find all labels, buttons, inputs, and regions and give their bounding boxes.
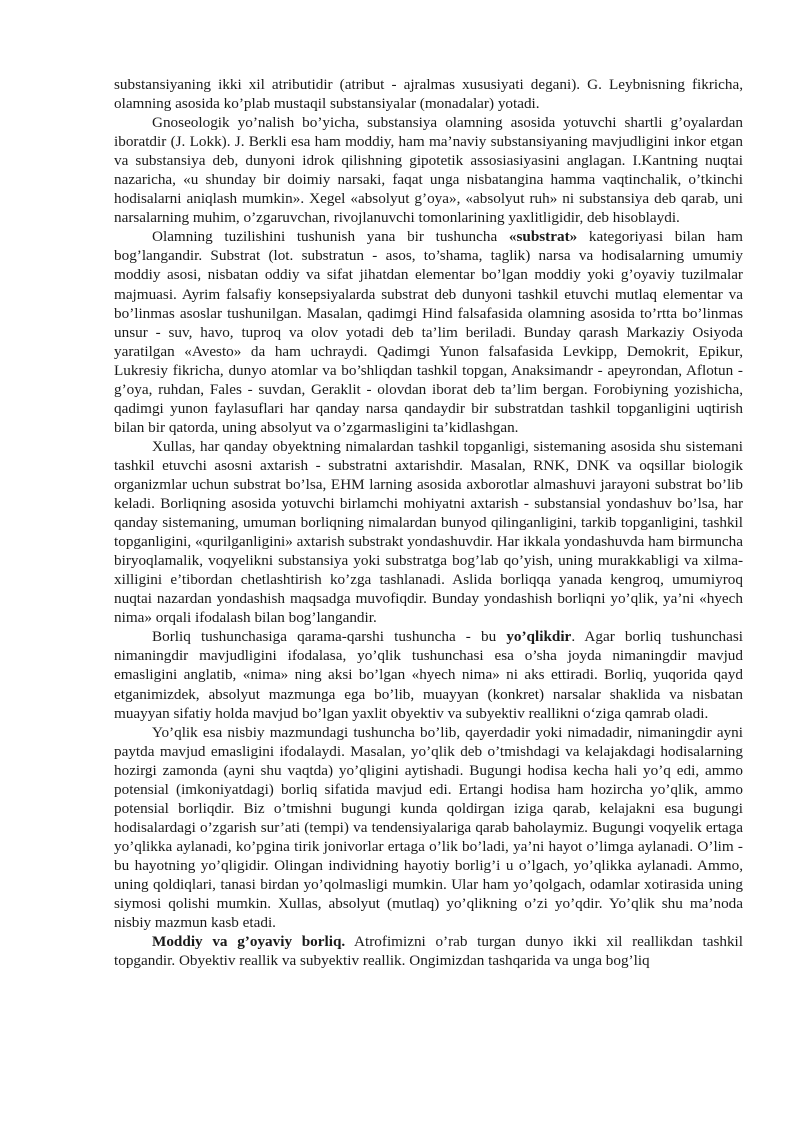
text-segment: Borliq tushunchasiga qarama-qarshi tushuncha - bu (152, 628, 507, 646)
bold-term-substrat: «substrat» (508, 228, 578, 246)
text-segment: Xullas, har qanday obyektning nimalardan tashkil topganligi, sistemaning asosida shu sistemani tashkil etuvchi asosni axtarish - substratni axtarishdir. Masalan, RNK, DNK va oqsillar biologik organizmlar uchun substrat bo’lsa, EHM larning asosida axborotlar almashuvi jarayoni substrat bo’lib keladi. Borliqning asosida yotuvchi birlamchi mohiyatni axtarish - substansial yondashuv bo’lsa, har qanday sistemaning, umuman borliqning nimalardan bunyod qilinganligini, tarkib topganligini, tashkil topganligini, «qurilganligini» axtarish substrakt yondashuvdir. Har ikkala yondashuvda ham birmuncha biryoqlamalik, voqyelikni substansiya yoki substratga bog’lab qo’yish, uning murakkabligi va xilma-xilligini e’tibordan chetlashtirish ko’zga tashlanadi. Aslida borliqqa yanada kengroq, umumiyroq nuqtai nazardan yondashish maqsadga muvofiqdir. Bunday yondashish borliqni yo’qlik, ya’ni «hyech nima» orqali ifodalash bilan bog’langandir. (114, 437, 743, 627)
text-segment: Atrofimizni o’rab turgan dunyo ikki xil reallikdan tashkil topgandir. Obyektiv reallik va subyektiv reallik. Ongimizdan tashqarida va unga bog’liq (114, 933, 743, 970)
text-segment: Olamning tuzilishini tushunish yana bir tushuncha (152, 228, 509, 246)
paragraph-6 (114, 723, 743, 933)
paragraph-4 (114, 437, 743, 627)
text-segment: Gnoseologik yo’nalish bo’yicha, substansiya olamning asosida yotuvchi shartli g’oyalardan iboratdir (J. Lokk). J. Berkli esa ham moddiy, ham ma’naviy substansiyaning mavjudligini inkor etgan va substansiya deb, dunyoni idrok qilishning gipotetik assosiasiyasini anglagan. I.Kantning nuqtai nazaricha, «u shunday bir doimiy narsaki, faqat unga nisbatangina hamma vaqtinchalik, o’tkinchi hodisalarni aniqlash mumkin». Xegel «absolyut g’oya», «absolyut ruh» ni substansiya deb qarab, uni narsalarning muhim, o’zgaruvchan, rivojlanuvchi tomonlarining yaxlitligidir, deb hisoblaydi. (114, 114, 743, 227)
paragraph-3 (114, 227, 743, 437)
text-segment: substansiyaning ikki xil atributidir (atribut - ajralmas xususiyati degani). G. Leybnisning fikricha, olamning asosida ko’plab mustaqil substansiyalar (monadalar) yotadi. (114, 76, 743, 113)
bold-term-yoqlik: yo’qlikdir (506, 628, 572, 646)
text-segment: kategoriyasi bilan ham bog’langandir. Substrat (lot. substratun - asos, to’shama, taglik) narsa va hodisalarning umumiy moddiy asosi, nisbatan oddiy va sifat jihatdan elementar bo’lgan moddiy yoki g’oyaviy tuzilmalar majmuasi. Ayrim falsafiy konsepsiyalarda substrat deb dunyoni tashkil etuvchi mutlaq elementar va bo’linmas asoslar tushunilgan. Masalan, qadimgi Hind falsafasida olamning asosida to’rtta bo’linmas unsur - suv, havo, tuproq va olov yotadi deb ta’lim beriladi. Bunday qarash Markaziy Osiyoda yaratilgan «Avesto» da ham uchraydi. Qadimgi Yunon falsafasida Levkipp, Demokrit, Epikur, Lukresiy fikricha, dunyo atomlar va bo’shliqdan tashkil topgan, Anaksimandr - apeyrondan, Aflotun - g’oya, ruhdan, Fales - suvdan, Geraklit - olovdan iborat deb ta’lim bergan. Forobiyning yozishicha, qadimgi yunon faylasuflari har qanday narsa qandaydir bir substratdan tashkil topganligini uqtirish bilan bir qatorda, uning absolyut va o’zgarmasligini ta’kidlashgan. (114, 228, 743, 436)
section-heading-inline: Moddiy va g’oyaviy borliq. (152, 933, 346, 951)
text-segment: . Agar borliq tushunchasi nimaningdir mavjudligini ifodalasa, yo’qlik tushunchasi esa o’sha joyda nimaningdir mavjud emasligini anglatib, «nima» ning aksi bo’lgan «hyech nima» ni aks ettiradi. Borliq, yuqorida qayd etganimizdek, absolyut mazmunga ega bo’lib, muayyan (konkret) narsalar shaklida va nisbatan muayyan sifatiy holda mavjud bo’lgan yaxlit obyektiv va subyektiv reallikni o‘ziga qamrab oladi. (114, 628, 743, 722)
paragraph-2 (114, 113, 743, 227)
paragraph-7 (114, 932, 743, 970)
text-segment: Yo’qlik esa nisbiy mazmundagi tushuncha bo’lib, qayerdadir yoki nimadadir, nimaningdir ayni paytda mavjud emasligini ifodalaydi. Masalan, yo’qlik deb o’tmishdagi va kelajakdagi hodisalarning hozirgi zamonda (ayni shu vaqtda) yo’qligini aytishadi. Bugungi hodisa kecha hali yo’q edi, ammo potensial (imkoniyatdagi) borliq sifatida mavjud edi. Ertangi hodisa ham hozircha yo’qlik, ammo potensial borliqdir. Biz o’tmishni bugungi kunda qoldirgan iziga qarab, kelajakni esa bugungi hodisalardagi o’zgarish sur’ati (tempi) va tendensiyalariga qarab baholaymiz. Bugungi voqyelik ertaga yo’qlikka aylanadi, ko’pgina tirik jonivorlar ertaga o’lik bo’ladi, ya’ni hayot o’limga aylanadi. O’lim - bu hayotning yo’qligidir. Olingan individning hayotiy borlig’i u o’lgach, yo’qlikka aylanadi. Ammo, uning qoldiqlari, tanasi birdan yo’qolmasligi mumkin. Ular ham yo’qolgach, odamlar xotirasida uning siymosi qolishi mumkin. Xullas, absolyut (mutlaq) yo’qlikning o’zi yo’qdir. Yo’qlik shu ma’noda nisbiy mazmun kasb etadi. (114, 723, 743, 932)
paragraph-1 (114, 75, 743, 113)
paragraph-5 (114, 627, 743, 722)
